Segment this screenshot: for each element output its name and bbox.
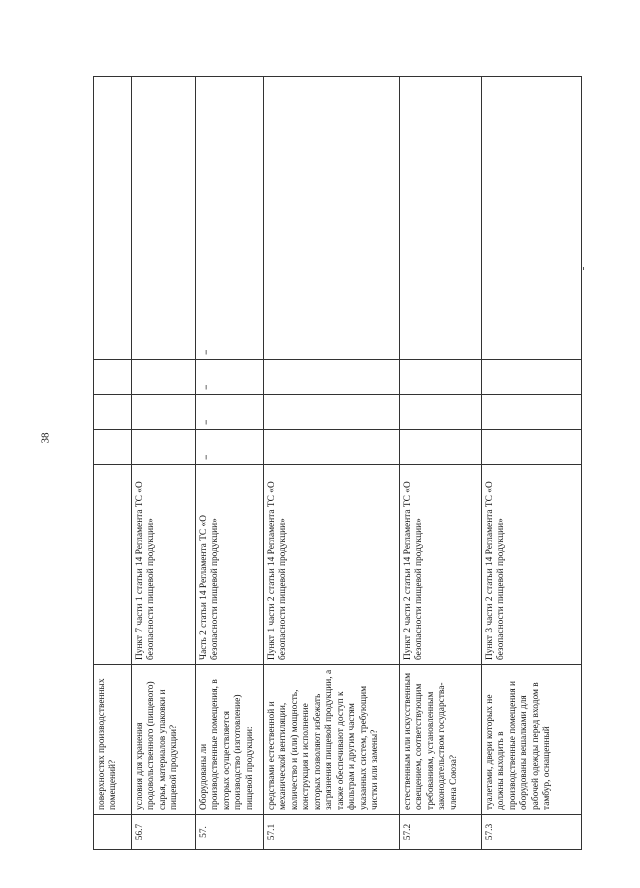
requirement-cell: Пункт 3 части 2 статьи 14 Регламента ТС «О безопасности пищевой продукции» [482,465,582,665]
row-number [94,815,132,850]
rotated-table-wrapper [93,77,581,850]
answer-cell [94,430,132,465]
question-cell: условия для хранения продовольственного (пищевого) сырья, материалов упаковки и пищевой продукции? [132,665,196,815]
answer-cell [400,395,482,430]
answer-cell [264,430,400,465]
answer-cell [94,360,132,395]
notes-cell [482,77,582,360]
notes-cell [132,77,196,360]
requirement-cell: Часть 2 статьи 14 Регламента ТС «О безопасности пищевой продукции» [196,465,264,665]
answer-cell [482,430,582,465]
table-row [482,77,582,850]
answer-cell [400,430,482,465]
row-number: 57.3 [482,815,582,850]
table-row [264,77,400,850]
row-number: 57.2 [400,815,482,850]
requirement-cell [94,465,132,665]
requirement-cell: Пункт 7 части 1 статьи 14 Регламента ТС «О безопасности пищевой продукции» [132,465,196,665]
row-number: 57.1 [264,815,400,850]
notes-cell: – [196,77,264,360]
answer-cell [482,360,582,395]
answer-cell [132,360,196,395]
answer-cell: – [196,395,264,430]
notes-cell [94,77,132,360]
question-cell: средствами естественной и механической вентиляции, количество и (или) мощность, конструкция и исполнение которых позволяют избежать загрязнения пищевой продукции, а также обеспечивают доступ к фильтрам и другим частям указанных систем, требующим чистки или замены? [264,665,400,815]
table-row [196,77,264,850]
answer-cell [132,395,196,430]
checklist-table [93,76,582,850]
answer-cell [482,395,582,430]
answer-cell [264,360,400,395]
requirement-cell: Пункт 1 части 2 статьи 14 Регламента ТС «О безопасности пищевой продукции» [264,465,400,665]
table-row [400,77,482,850]
answer-cell [132,430,196,465]
table-row [132,77,196,850]
scan-speck [583,267,584,270]
answer-cell [400,360,482,395]
row-number: 56.7 [132,815,196,850]
answer-cell [264,395,400,430]
page-number: 38 [39,432,52,444]
question-cell: туалетами, двери которых не должны выходить в производственные помещения и оборудованы вешалками для рабочей одежды перед входом в тамбур, оснащенный [482,665,582,815]
notes-cell [264,77,400,360]
notes-cell [400,77,482,360]
answer-cell: – [196,360,264,395]
question-cell: естественным или искусственным освещением, соответствующим требованиям, установленным законодательством государства-члена Союза? [400,665,482,815]
question-cell: поверхностях производственных помещений? [94,665,132,815]
answer-cell [94,395,132,430]
table-row [94,77,132,850]
answer-cell: – [196,430,264,465]
row-number: 57. [196,815,264,850]
question-cell: Оборудованы ли производственные помещения, в которых осуществляется производство (изготовление) пищевой продукции: [196,665,264,815]
requirement-cell: Пункт 2 части 2 статьи 14 Регламента ТС «О безопасности пищевой продукции» [400,465,482,665]
